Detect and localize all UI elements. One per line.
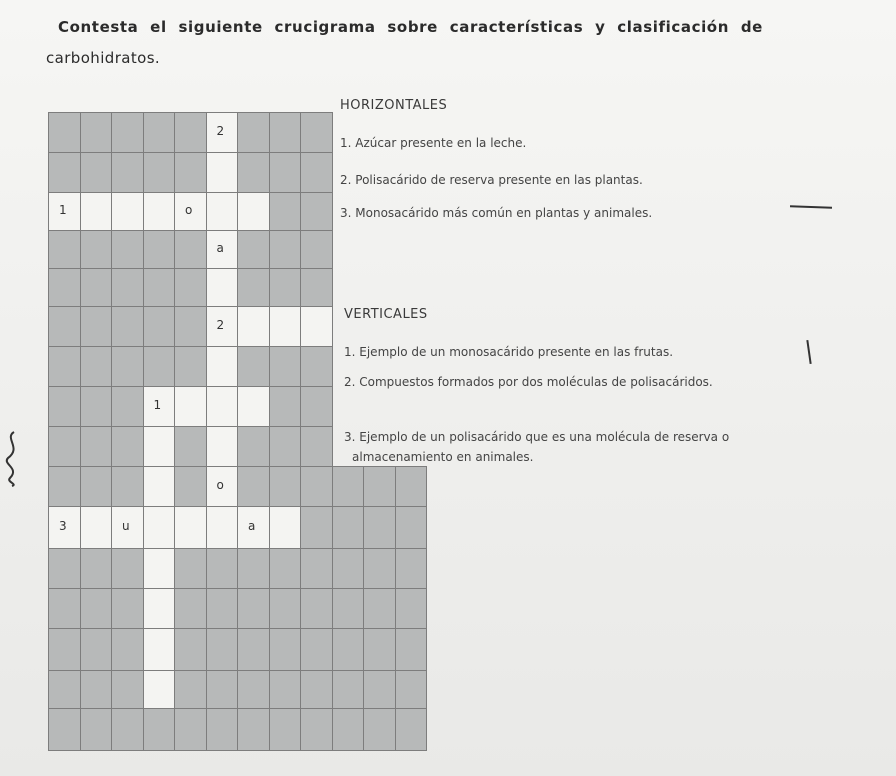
crossword-cell bbox=[300, 152, 333, 193]
crossword-cell bbox=[332, 506, 365, 549]
crossword-cell bbox=[269, 466, 302, 507]
vertical-clue-3: 3. Ejemplo de un polisacárido que es una molécula de reserva o bbox=[344, 430, 730, 444]
crossword-cell bbox=[269, 708, 302, 751]
crossword-cell bbox=[48, 670, 81, 709]
crossword-number: 2 bbox=[216, 124, 225, 138]
crossword-cell bbox=[269, 346, 302, 387]
crossword-cell bbox=[174, 386, 207, 427]
crossword-cell bbox=[300, 506, 333, 549]
crossword-cell bbox=[363, 588, 396, 629]
crossword-grid bbox=[48, 108, 428, 750]
crossword-number: o bbox=[216, 478, 224, 492]
crossword-cell bbox=[80, 386, 113, 427]
crossword-cell bbox=[269, 548, 302, 589]
crossword-cell bbox=[174, 466, 207, 507]
crossword-cell bbox=[80, 466, 113, 507]
crossword-cell bbox=[269, 112, 302, 153]
crossword-number: o bbox=[185, 203, 193, 217]
crossword-cell bbox=[80, 548, 113, 589]
crossword-cell bbox=[395, 628, 428, 671]
crossword-cell bbox=[237, 466, 270, 507]
crossword-cell bbox=[48, 628, 81, 671]
crossword-cell bbox=[237, 386, 270, 427]
crossword-cell bbox=[206, 708, 239, 751]
crossword-cell bbox=[237, 306, 270, 347]
crossword-cell bbox=[363, 506, 396, 549]
crossword-number: u bbox=[122, 519, 130, 533]
crossword-cell bbox=[143, 588, 176, 629]
crossword-cell bbox=[80, 306, 113, 347]
horizontal-clue-1: 1. Azúcar presente en la leche. bbox=[340, 136, 527, 150]
crossword-cell bbox=[174, 548, 207, 589]
crossword-cell bbox=[300, 548, 333, 589]
crossword-cell bbox=[300, 708, 333, 751]
crossword-cell bbox=[111, 588, 144, 629]
vertical-clue-3-continued: almacenamiento en animales. bbox=[352, 450, 534, 464]
crossword-cell bbox=[363, 548, 396, 589]
crossword-cell bbox=[48, 152, 81, 193]
crossword-cell bbox=[206, 268, 239, 307]
crossword-cell bbox=[48, 306, 81, 347]
crossword-number: a bbox=[248, 519, 256, 533]
vertical-clue-1: 1. Ejemplo de un monosacárido presente en las frutas. bbox=[344, 345, 674, 359]
crossword-cell bbox=[143, 628, 176, 671]
crossword-cell bbox=[237, 426, 270, 467]
crossword-cell bbox=[237, 708, 270, 751]
crossword-cell bbox=[269, 628, 302, 671]
crossword-cell bbox=[80, 268, 113, 307]
crossword-cell bbox=[111, 306, 144, 347]
crossword-cell bbox=[80, 112, 113, 153]
crossword-cell bbox=[300, 628, 333, 671]
crossword-cell bbox=[300, 192, 333, 231]
crossword-cell bbox=[395, 588, 428, 629]
crossword-cell bbox=[269, 152, 302, 193]
crossword-cell bbox=[111, 628, 144, 671]
crossword-cell bbox=[332, 466, 365, 507]
crossword-cell bbox=[300, 588, 333, 629]
crossword-cell bbox=[395, 506, 428, 549]
crossword-cell bbox=[269, 506, 302, 549]
crossword-cell bbox=[48, 548, 81, 589]
crossword-cell bbox=[174, 506, 207, 549]
crossword-cell bbox=[111, 548, 144, 589]
crossword-cell bbox=[237, 192, 270, 231]
crossword-cell bbox=[269, 426, 302, 467]
crossword-number: 3 bbox=[59, 519, 67, 533]
margin-scribble-icon bbox=[0, 428, 26, 488]
crossword-cell bbox=[143, 112, 176, 153]
crossword-cell bbox=[206, 588, 239, 629]
crossword-cell bbox=[174, 346, 207, 387]
crossword-cell bbox=[363, 466, 396, 507]
crossword-cell bbox=[332, 670, 365, 709]
crossword-cell bbox=[206, 192, 239, 231]
horizontal-clue-3: 3. Monosacárido más común en plantas y animales. bbox=[340, 206, 653, 220]
crossword-cell bbox=[395, 548, 428, 589]
crossword-cell bbox=[111, 152, 144, 193]
horizontal-clues-title: HORIZONTALES bbox=[340, 98, 448, 113]
crossword-cell bbox=[111, 268, 144, 307]
crossword-cell bbox=[395, 708, 428, 751]
crossword-cell bbox=[111, 708, 144, 751]
crossword-cell bbox=[111, 112, 144, 153]
crossword-cell bbox=[237, 152, 270, 193]
crossword-cell bbox=[206, 152, 239, 193]
crossword-cell bbox=[363, 670, 396, 709]
crossword-number: 2 bbox=[216, 318, 225, 332]
crossword-cell bbox=[48, 346, 81, 387]
crossword-cell bbox=[300, 670, 333, 709]
crossword-number: 1 bbox=[59, 203, 67, 217]
crossword-cell bbox=[332, 628, 365, 671]
crossword-cell bbox=[48, 230, 81, 269]
crossword-cell bbox=[48, 708, 81, 751]
crossword-cell bbox=[80, 152, 113, 193]
crossword-number: 1 bbox=[153, 398, 162, 412]
crossword-cell bbox=[269, 230, 302, 269]
crossword-cell bbox=[174, 426, 207, 467]
crossword-cell bbox=[395, 670, 428, 709]
crossword-cell bbox=[48, 426, 81, 467]
crossword-cell bbox=[237, 588, 270, 629]
crossword-cell bbox=[143, 466, 176, 507]
crossword-cell bbox=[237, 628, 270, 671]
crossword-cell bbox=[332, 588, 365, 629]
crossword-cell bbox=[237, 230, 270, 269]
crossword-cell bbox=[143, 192, 176, 231]
crossword-cell bbox=[237, 268, 270, 307]
crossword-cell bbox=[143, 670, 176, 709]
crossword-cell bbox=[143, 230, 176, 269]
crossword-cell bbox=[237, 112, 270, 153]
crossword-cell bbox=[143, 426, 176, 467]
crossword-cell bbox=[111, 466, 144, 507]
crossword-cell bbox=[206, 386, 239, 427]
crossword-cell bbox=[80, 670, 113, 709]
crossword-cell bbox=[48, 466, 81, 507]
crossword-cell bbox=[80, 192, 113, 231]
crossword-cell bbox=[174, 112, 207, 153]
crossword-cell bbox=[143, 346, 176, 387]
crossword-cell bbox=[269, 192, 302, 231]
crossword-cell bbox=[80, 506, 113, 549]
crossword-cell bbox=[395, 466, 428, 507]
crossword-cell bbox=[206, 628, 239, 671]
horizontal-clue-2: 2. Polisacárido de reserva presente en las plantas. bbox=[340, 173, 643, 187]
crossword-cell bbox=[48, 112, 81, 153]
crossword-cell bbox=[143, 268, 176, 307]
crossword-cell bbox=[48, 386, 81, 427]
crossword-cell bbox=[300, 306, 333, 347]
crossword-cell bbox=[363, 708, 396, 751]
crossword-cell bbox=[48, 588, 81, 629]
crossword-cell bbox=[300, 466, 333, 507]
crossword-cell bbox=[174, 708, 207, 751]
crossword-cell bbox=[237, 548, 270, 589]
crossword-cell bbox=[111, 192, 144, 231]
crossword-cell bbox=[206, 426, 239, 467]
crossword-cell bbox=[269, 588, 302, 629]
crossword-cell bbox=[174, 628, 207, 671]
crossword-cell bbox=[111, 426, 144, 467]
crossword-cell bbox=[80, 628, 113, 671]
vertical-clue-2: 2. Compuestos formados por dos moléculas de polisacáridos. bbox=[344, 375, 713, 389]
crossword-cell bbox=[332, 708, 365, 751]
crossword-cell bbox=[300, 386, 333, 427]
crossword-cell bbox=[143, 306, 176, 347]
crossword-cell bbox=[174, 670, 207, 709]
crossword-cell bbox=[206, 670, 239, 709]
crossword-cell bbox=[111, 230, 144, 269]
crossword-cell bbox=[80, 346, 113, 387]
crossword-cell bbox=[332, 548, 365, 589]
crossword-cell bbox=[143, 506, 176, 549]
crossword-cell bbox=[300, 426, 333, 467]
crossword-cell bbox=[269, 670, 302, 709]
crossword-cell bbox=[80, 426, 113, 467]
crossword-cell bbox=[174, 306, 207, 347]
crossword-cell bbox=[80, 230, 113, 269]
crossword-cell bbox=[269, 268, 302, 307]
crossword-cell bbox=[206, 506, 239, 549]
crossword-cell bbox=[174, 152, 207, 193]
crossword-cell bbox=[300, 346, 333, 387]
crossword-cell bbox=[143, 548, 176, 589]
crossword-cell bbox=[300, 230, 333, 269]
crossword-cell bbox=[206, 346, 239, 387]
crossword-cell bbox=[269, 306, 302, 347]
instruction-line-2: carbohidratos. bbox=[46, 49, 161, 67]
crossword-cell bbox=[174, 268, 207, 307]
crossword-cell bbox=[300, 268, 333, 307]
crossword-cell bbox=[237, 346, 270, 387]
crossword-cell bbox=[300, 112, 333, 153]
crossword-cell bbox=[363, 628, 396, 671]
pen-mark bbox=[806, 340, 811, 364]
crossword-cell bbox=[174, 588, 207, 629]
pen-mark bbox=[790, 205, 832, 208]
crossword-cell bbox=[143, 708, 176, 751]
crossword-cell bbox=[237, 670, 270, 709]
instruction-text bbox=[46, 14, 818, 71]
crossword-cell bbox=[174, 230, 207, 269]
crossword-cell bbox=[80, 708, 113, 751]
crossword-number: a bbox=[216, 241, 224, 255]
crossword-cell bbox=[48, 268, 81, 307]
crossword-cell bbox=[111, 346, 144, 387]
crossword-cell bbox=[143, 152, 176, 193]
crossword-cell bbox=[80, 588, 113, 629]
crossword-cell bbox=[111, 670, 144, 709]
crossword-cell bbox=[269, 386, 302, 427]
crossword-cell bbox=[206, 548, 239, 589]
vertical-clues-title: VERTICALES bbox=[344, 307, 428, 322]
crossword-cell bbox=[111, 386, 144, 427]
instruction-line-1: Contesta el siguiente crucigrama sobre características y clasificación de bbox=[58, 18, 763, 36]
